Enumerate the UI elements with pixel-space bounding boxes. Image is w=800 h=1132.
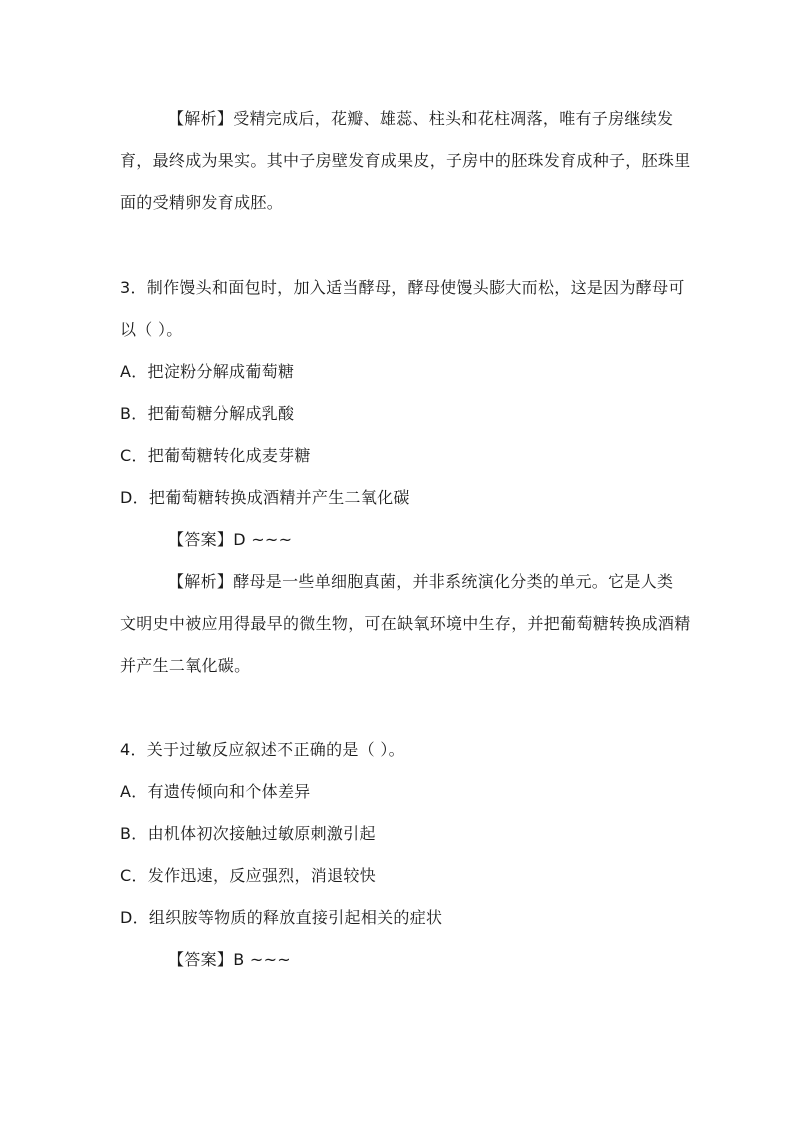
question-3-answer: 【答案】D ~~~ xyxy=(168,530,293,549)
question-3-analysis: 文明史中被应用得最早的微生物，可在缺氧环境中生存，并把葡萄糖转换成酒精 xyxy=(120,614,691,633)
question-3-option-a: A．把淀粉分解成葡萄糖 xyxy=(120,362,295,381)
analysis-line: 【解析】受精完成后，花瓣、雄蕊、柱头和花柱凋落，唯有子房继续发 xyxy=(168,109,674,128)
question-4-option-b: B．由机体初次接触过敏原刺激引起 xyxy=(120,824,376,843)
question-4-option-d: D．组织胺等物质的释放直接引起相关的症状 xyxy=(120,908,443,927)
question-4-stem: 4．关于过敏反应叙述不正确的是（ ）。 xyxy=(120,740,405,759)
question-3-analysis: 【解析】酵母是一些单细胞真菌，并非系统演化分类的单元。它是人类 xyxy=(168,572,674,591)
question-3-analysis: 并产生二氧化碳。 xyxy=(120,656,251,675)
question-3-option-d: D．把葡萄糖转换成酒精并产生二氧化碳 xyxy=(120,488,410,507)
analysis-line: 面的受精卵发育成胚。 xyxy=(120,193,284,212)
question-4-option-c: C．发作迅速，反应强烈，消退较快 xyxy=(120,866,376,885)
question-3-stem: 以（ ）。 xyxy=(120,320,183,339)
analysis-line: 育，最终成为果实。其中子房壁发育成果皮，子房中的胚珠发育成种子，胚珠里 xyxy=(120,151,691,170)
question-3-option-c: C．把葡萄糖转化成麦芽糖 xyxy=(120,446,311,465)
question-3-stem: 3．制作馒头和面包时，加入适当酵母，酵母使馒头膨大而松，这是因为酵母可 xyxy=(120,278,685,297)
question-4-answer: 【答案】B ~~~ xyxy=(168,950,291,969)
question-3-option-b: B．把葡萄糖分解成乳酸 xyxy=(120,404,295,423)
question-4-option-a: A．有遗传倾向和个体差异 xyxy=(120,782,311,801)
